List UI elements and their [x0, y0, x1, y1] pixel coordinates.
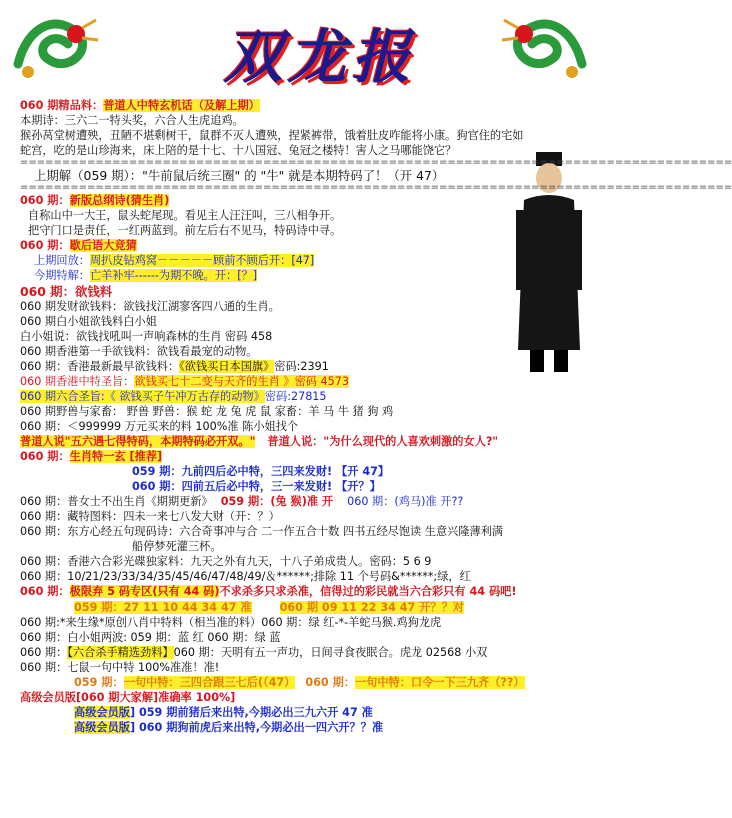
section-title: 普道人中特玄机话（及解上期）	[103, 99, 260, 112]
text-value: 密码:27815	[264, 389, 327, 403]
section-title: 【六合杀手精选劲料】	[67, 645, 174, 659]
text-value: 周扒皮钻鸡窝－－－－－顾前不顾后开：[47]	[89, 254, 315, 268]
text-value: ] 060 期狗前虎后来出特,今期必出一四六开？？准	[129, 720, 384, 734]
section-heading: 060 期：	[20, 645, 68, 659]
text-value: 亡羊补牢------为期不晚。开：[？]	[89, 269, 258, 283]
text-line: 060 期：10/21/23/33/34/35/45/46/47/48/49/＆******;排除 11 个号码&******;绿，红	[20, 570, 471, 584]
section-heading: 高级会员版[060 期大家解]准确率 100%]	[20, 690, 236, 704]
label: 上期回放：	[34, 254, 90, 268]
text-line: 猴孙莴堂树遭殃，丑陋不堪剩树干，鼠群不灭人遭殃，捏紧裤带，饿着肚皮咋能将小康。狗官住的宅如	[20, 129, 524, 143]
section-title: 歇后语大竞猜	[69, 239, 137, 253]
label: 060 期：	[305, 675, 355, 689]
text-value: 059 期：(兔 猴)准 开	[220, 495, 334, 509]
section-title: 新版总纲诗(猜生肖)	[69, 194, 170, 208]
label: 高级会员版	[74, 720, 130, 734]
text-value: 《欲钱买日本国旗》	[179, 359, 275, 373]
text-line: 060 期：四前五后必中特，三一来发财! 【开？】	[132, 480, 381, 494]
text-value: 密码:2391	[274, 359, 329, 373]
section-title: 生肖特一玄 [推荐]	[69, 450, 163, 464]
text-line: 060 期：东方心经五句现码诗：六合奇事冲与合 二一作五合十数 四书五经尽饱读 生意兴隆薄利满	[20, 525, 504, 539]
section-title: 极限弃 5 码专区(只有 44 码)	[69, 585, 220, 599]
label: 今期特解：	[34, 269, 90, 283]
section-heading: 060 期：欲钱料	[20, 283, 113, 299]
header-banner	[0, 0, 600, 100]
article-body	[20, 98, 732, 735]
text-line: 060 期：七鼠一句中特 100%准准！准!	[20, 660, 220, 674]
text-line: 060 期白小姐欲钱料白小姐	[20, 314, 157, 328]
text-line: 060 期：藏特图料：四未一来七八发大财（开：？）	[20, 510, 280, 524]
text-line: 蛇宫，吃的是山珍海来，床上陪的是十七、十八国冠、兔冠之楼特！害人之马哪能饶它？	[20, 144, 457, 158]
section-heading: 060 期：	[20, 585, 70, 599]
section-heading: 060 期：	[20, 194, 70, 208]
text-value: 一句中特：三四合跟三七后(（47）	[123, 675, 296, 689]
text-line: 059 期：九前四后必中特，三四来发财! 【开 47】	[132, 465, 390, 479]
text-line: 普道人说："为什么现代的人喜欢刺激的女人?"	[267, 434, 499, 448]
text-line: 060 期：白小姐两波: 059 期：蓝 红 060 期：绿 蓝	[20, 630, 281, 644]
text-line: 060 期香港第一手欲钱料：欲钱看最宠的动物。	[20, 344, 258, 358]
label: 高级会员版	[74, 705, 130, 719]
text-line: 060 期野兽与家畜： 野兽 野兽：猴 蛇 龙 兔 虎 鼠 家畜：羊 马 牛 猪 狗 鸡	[20, 404, 394, 418]
text-value: 欲钱买七十二变与天齐的生肖 》密码 4573	[134, 374, 350, 388]
text-line: 060 期：普女士不出生肖《期期更新》	[20, 495, 213, 509]
text-line: 普道人说"五六遇七得特码，本期特码必开双。"	[20, 434, 256, 448]
divider: =====================================================================================	[20, 182, 732, 194]
text-line: 060 期：香港最新最早欲钱料：	[20, 359, 180, 373]
text-value: 060 期：天明有五一声功，日间寻食夜眠合。虎龙 02568 小双	[173, 645, 488, 659]
text-value: 059 期：27 11 10 44 34 47 准	[74, 600, 252, 614]
text-line: 本期诗：三六二一特头奖，六合人生虎追鸡。	[20, 114, 244, 128]
text-value: 不求杀多只求杀准，信得过的彩民就当六合彩只有 44 码吧!	[219, 585, 517, 599]
text-line: 060 期发财欲钱料：欲钱找江湖寥客四八通的生肖。	[20, 299, 280, 313]
dragon-icon	[496, 4, 592, 86]
text-line: 060 期六合圣旨:《 欲钱买子午冲万古存的动物》	[20, 389, 265, 403]
label: 059 期：	[74, 675, 124, 689]
section-heading: 060 期：	[20, 239, 70, 253]
text-value: 060 期：(鸡马)准 开??	[347, 495, 464, 509]
section-heading: 060 期精品料：	[20, 99, 104, 112]
text-line: 060 期：＜999999 万元买来的料 100%准 陈小姐找个	[20, 419, 299, 433]
text-line: 060 期：香港六合彩光碟独家料：九天之外有九天，十八子弟成贵人。密码：5 6 9	[20, 555, 432, 569]
text-value: 一句中特：口令一下三九齐（??）	[354, 675, 525, 689]
text-line: 船停梦死灌三杯。	[132, 540, 222, 554]
text-value: ] 059 期前猪后来出特,今期必出三九六开 47 准	[129, 705, 373, 719]
text-line: 上期解（059 期）："牛前鼠后统三圈" 的 "牛" 就是本期特码了！（开 47）	[34, 168, 445, 184]
text-line: 060 期香港中特圣旨：	[20, 374, 135, 388]
text-line: 把守门口是责任，一红两蓝到。前左后右不见马，特码诗中寻。	[28, 224, 342, 238]
page-title: 双龙报	[223, 23, 416, 91]
text-value: 060 期 09 11 22 34 47 开？？对	[279, 600, 464, 614]
text-line: 白小姐说：欲钱找吼叫一声响森林的生肖 密码 458	[20, 329, 273, 343]
text-line: 060 期:*来生缘*原创八肖中特料（相当准的料）060 期：绿 红-*-羊蛇马猴.鸡狗龙虎	[20, 615, 442, 629]
section-heading: 060 期：	[20, 450, 70, 464]
dragon-icon	[8, 4, 104, 86]
text-line: 自称山中一大王，鼠头蛇尾现。看见主人汪汪叫，三八相争开。	[28, 209, 342, 223]
divider: =====================================================================================	[20, 157, 732, 169]
